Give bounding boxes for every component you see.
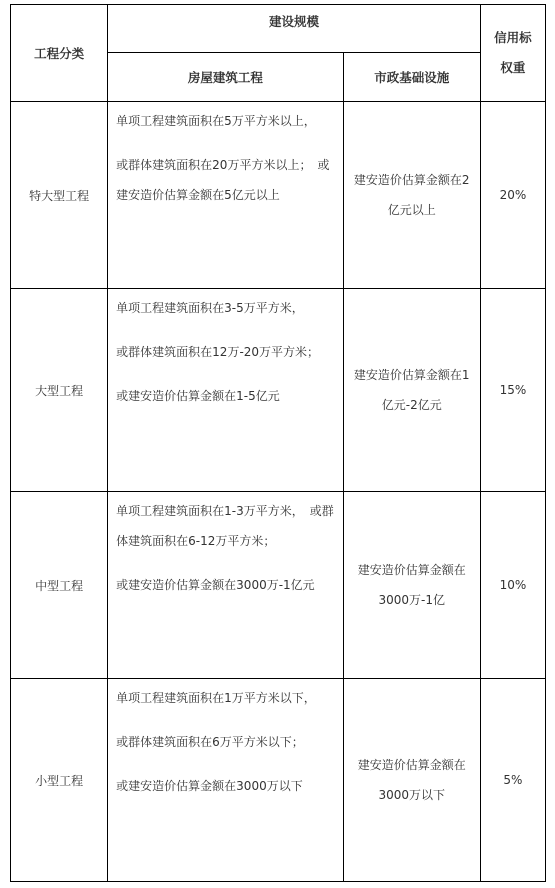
housing-cell (108, 102, 343, 289)
weight-cell: 15% (480, 289, 545, 492)
category-cell: 大型工程 (11, 289, 108, 492)
category-cell: 小型工程 (11, 679, 108, 882)
header-weight-line2: 权重 (500, 60, 526, 75)
housing-cell (108, 679, 343, 882)
housing-cell (108, 492, 343, 679)
category-cell: 中型工程 (11, 492, 108, 679)
header-scale: 建设规模 (108, 5, 481, 53)
housing-clause: 或群体建筑面积在20万平方米以上； 或建安造价估算金额在5亿元以上 (116, 158, 330, 202)
weight-cell: 10% (480, 492, 545, 679)
municipal-cell: 建安造价估算金额在2亿元以上 (343, 102, 480, 289)
housing-clause: 单项工程建筑面积在1万平方米以下， (116, 691, 316, 705)
header-row-top (11, 5, 546, 53)
category-cell: 特大型工程 (11, 102, 108, 289)
weight-cell: 20% (480, 102, 545, 289)
housing-cell (108, 289, 343, 492)
header-weight-line1: 信用标 (494, 30, 532, 45)
table-row (11, 492, 546, 679)
housing-clause: 或群体建筑面积在12万-20万平方米； (116, 345, 320, 359)
table-row (11, 102, 546, 289)
table-row (11, 679, 546, 882)
weight-cell: 5% (480, 679, 545, 882)
table-row (11, 289, 546, 492)
header-weight (480, 5, 545, 102)
municipal-cell: 建安造价估算金额在1亿元-2亿元 (343, 289, 480, 492)
housing-clause: 或群体建筑面积在6万平方米以下； (116, 735, 304, 749)
housing-clause: 单项工程建筑面积在3-5万平方米， (116, 301, 304, 315)
municipal-cell: 建安造价估算金额在3000万以下 (343, 679, 480, 882)
header-municipal: 市政基础设施 (343, 53, 480, 102)
header-category: 工程分类 (11, 5, 108, 102)
housing-clause: 或建安造价估算金额在3000万-1亿元 (116, 578, 315, 592)
housing-clause: 或建安造价估算金额在1-5亿元 (116, 389, 280, 403)
municipal-cell: 建安造价估算金额在3000万-1亿 (343, 492, 480, 679)
housing-clause: 单项工程建筑面积在5万平方米以上， (116, 114, 316, 128)
header-housing: 房屋建筑工程 (108, 53, 343, 102)
housing-clause: 或建安造价估算金额在3000万以下 (116, 779, 303, 793)
project-classification-table (10, 4, 546, 882)
housing-clause: 单项工程建筑面积在1-3万平方米， 或群体建筑面积在6-12万平方米； (116, 504, 334, 548)
